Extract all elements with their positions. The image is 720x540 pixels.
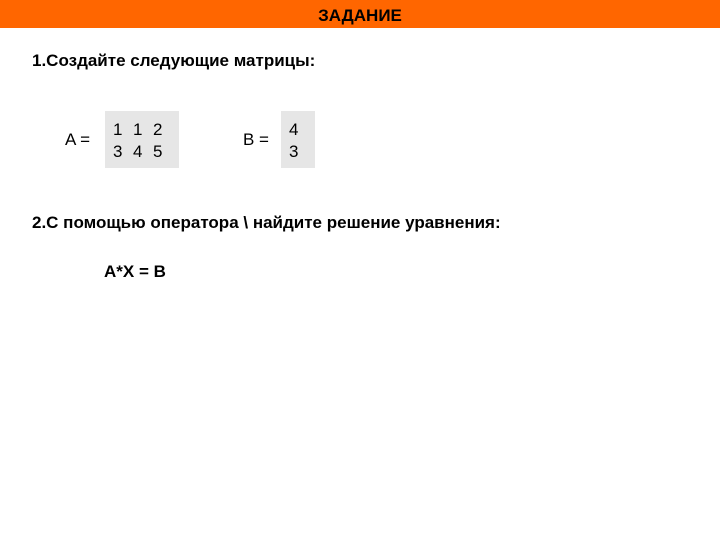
equation: A*X = B (104, 262, 166, 281)
task-2-text: 2.С помощью оператора \ найдите решение уравнения: (32, 213, 501, 232)
matrix-a-cell: 5 (153, 142, 163, 161)
matrix-a-cell: 1 (113, 120, 123, 139)
matrix-b (281, 111, 315, 168)
matrix-a-row (113, 141, 173, 163)
matrix-a-cell: 4 (133, 142, 143, 161)
task-1-text: 1.Создайте следующие матрицы: (32, 51, 316, 70)
page-title: ЗАДАНИЕ (318, 6, 402, 25)
matrix-a (105, 111, 179, 168)
title-bar (0, 0, 720, 28)
matrix-b-cell: 4 (289, 120, 299, 139)
matrix-b-row (289, 141, 309, 163)
matrix-a-row (113, 119, 173, 141)
matrix-b-cell: 3 (289, 142, 299, 161)
matrix-b-row (289, 119, 309, 141)
matrix-a-label: A = (65, 130, 91, 149)
matrix-a-cell: 3 (113, 142, 123, 161)
matrix-b-label: B = (243, 130, 269, 149)
matrix-a-cell: 1 (133, 120, 143, 139)
matrix-a-cell: 2 (153, 120, 163, 139)
